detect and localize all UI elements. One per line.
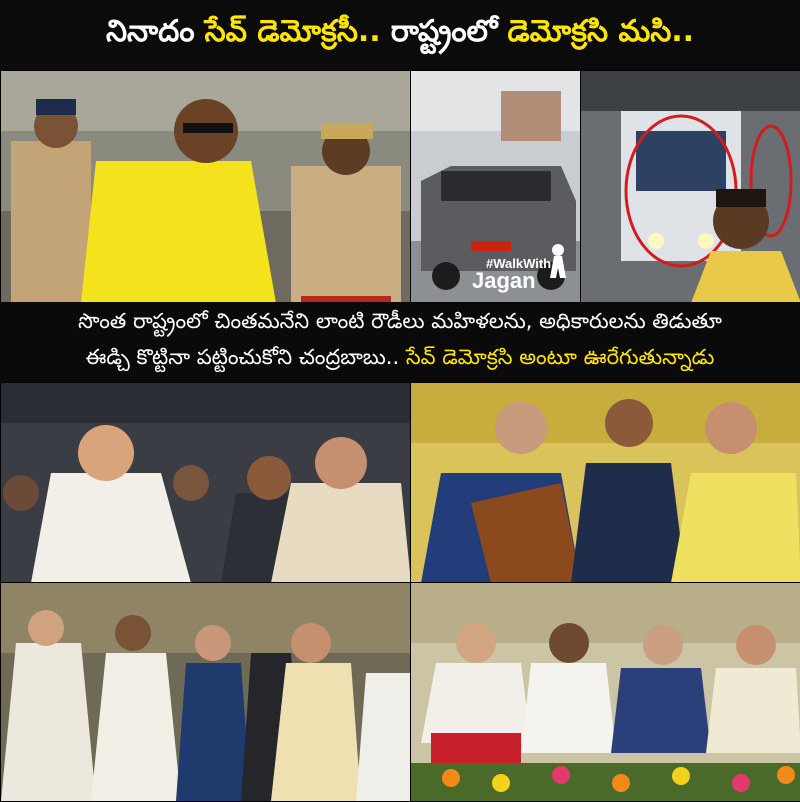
headline-bar bbox=[0, 0, 800, 70]
photo-seated-on-stage-with-flowers bbox=[410, 582, 800, 802]
headline-part-3: రాష్ట్రంలో bbox=[390, 14, 498, 49]
headline-part-1: నినాదం bbox=[105, 14, 195, 49]
photo-bus-and-woman bbox=[580, 70, 800, 304]
photo-leaders-on-stage bbox=[0, 582, 412, 802]
watermark-tag: #WalkWith bbox=[486, 256, 552, 271]
caption-line-2-yellow: సేవ్ డెమోక్రసి అంటూ ఊరేగుతున్నాడు bbox=[405, 345, 715, 369]
caption-line-2 bbox=[86, 345, 715, 375]
caption-band bbox=[0, 302, 800, 382]
watermark-name: Jagan bbox=[472, 268, 536, 293]
caption-line-2-white: ఈడ్చి కొట్టినా పట్టించుకోని చంద్రబాబు.. bbox=[85, 345, 400, 369]
caption-line-1: సొంత రాష్ట్రంలో చింతమనేని లాంటి రౌడీలు మహిళలను, అధికారులను తిడుతూ bbox=[78, 309, 722, 333]
photo-seated-leaders bbox=[410, 382, 800, 584]
photo-leaders-in-crowd bbox=[0, 382, 412, 584]
headline-part-2: సేవ్ డెమోక్రసీ.. bbox=[204, 14, 381, 49]
headline-part-4: డెమోక్రసి మసి.. bbox=[507, 14, 695, 49]
walkwithjagan-watermark bbox=[468, 238, 578, 298]
photo-leader-with-police bbox=[0, 70, 412, 304]
